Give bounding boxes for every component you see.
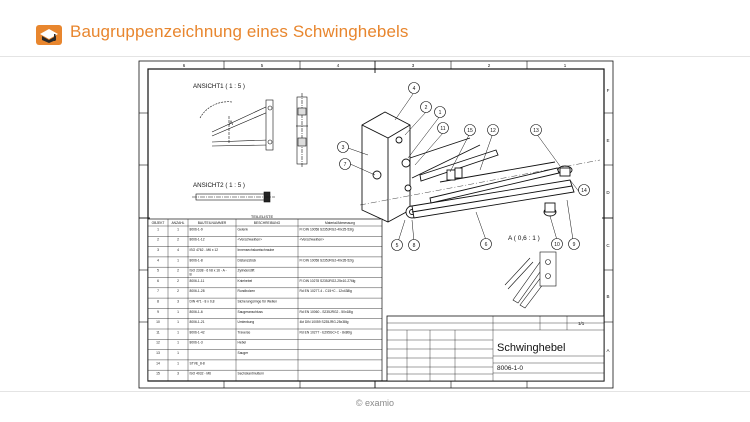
side-view (296, 93, 308, 168)
view1-label: ANSICHT1 ( 1 : 5 ) (193, 83, 245, 90)
parts-list-header: Material/Abmessung (324, 221, 356, 225)
parts-list-cell: Traverse (237, 330, 251, 335)
parts-list-cell: 15 (156, 371, 160, 376)
balloon-label: 13 (533, 128, 539, 134)
balloon-label: 15 (467, 128, 473, 134)
parts-list-cell: FI DIN 10278 S235JRG2-25x10-276lg (299, 278, 356, 283)
balloon-label: 3 (341, 145, 345, 151)
parts-list-cell: Hebel (237, 340, 247, 345)
sheet-number: 1/1 (578, 321, 585, 326)
parts-list-cell: 1 (177, 227, 179, 232)
detail-marker: A (229, 121, 234, 127)
part-name: Schwinghebel (497, 342, 566, 354)
parts-list-cell: 1 (177, 361, 179, 366)
parts-list-cell: 4 (177, 248, 179, 252)
parts-list-cell: 2 (177, 268, 179, 273)
border-number: 3 (411, 63, 415, 68)
parts-list-cell: 8006-1-6 (189, 309, 203, 314)
parts-list-cell: FI DIN 10058 S235JRG2-40x35-52lg (299, 258, 354, 263)
balloon-label: 4 (412, 86, 416, 92)
parts-list-cell: 9 (157, 309, 159, 314)
parts-list-cell: 3 (177, 371, 179, 376)
parts-list-cell: 7 (157, 289, 159, 294)
border-letter: D (606, 190, 610, 195)
border-letter: F (606, 88, 610, 93)
parts-list-cell: Sicherungsringe für Wellen (237, 299, 278, 304)
parts-list-cell: ISO 4762 - M6 x 12 (189, 248, 219, 252)
parts-list-header: OBJEKT (151, 221, 165, 225)
balloon-label: 7 (343, 162, 347, 168)
balloon-label: 8 (412, 243, 416, 249)
parts-list-cell: Distanzstück (237, 258, 257, 263)
parts-list-cell: Rundbolzen (237, 289, 256, 294)
parts-list-cell: Innensechskantschraube (237, 248, 275, 252)
parts-list-cell: 2 (177, 289, 179, 294)
parts-list-cell: 3 (177, 299, 179, 304)
parts-list-cell: STVE_8-8 (189, 361, 205, 366)
parts-list-cell: 13 (156, 351, 160, 355)
border-letter: C (606, 243, 610, 248)
parts-list-cell: 8 (157, 299, 159, 304)
balloon-label: 6 (484, 242, 488, 248)
parts-list-cell: 6 (157, 278, 159, 283)
border-number: 2 (487, 63, 491, 68)
border-number: 5 (260, 63, 264, 68)
copyright: © examio (355, 398, 395, 408)
footer-divider (0, 391, 750, 392)
border-number: 4 (336, 63, 340, 68)
parts-list-cell: ISO 4032 - M6 (189, 371, 211, 376)
border-letter: B (606, 294, 610, 299)
parts-list-cell: Kniehebel (237, 278, 253, 283)
balloon-label: 5 (395, 243, 399, 249)
parts-list-cell: 1 (177, 320, 179, 325)
balloon-label: 14 (581, 188, 587, 194)
header-divider (0, 56, 750, 57)
parts-list-cell: 1 (177, 340, 179, 345)
page-header (0, 0, 750, 56)
parts-list-cell: 8006-1-42 (189, 330, 205, 335)
balloon-label: 1 (438, 110, 442, 116)
parts-list-cell: 8006-1-11 (189, 278, 205, 283)
parts-list-cell: 8006-1-28 (189, 289, 205, 294)
parts-list-cell: 11 (156, 330, 160, 335)
parts-list-cell: 2 (177, 278, 179, 283)
parts-list-cell: 4 (157, 258, 159, 263)
parts-list-caption: TEILELISTE (250, 214, 274, 219)
parts-list-cell: Gelenk (237, 227, 248, 232)
parts-list-cell: Saugeranschluss (237, 309, 263, 314)
parts-list-cell: Rd EN 10277-4 - C15+C - 12x438lg (299, 289, 352, 294)
book-stack-icon (35, 22, 63, 46)
parts-list-table (148, 214, 382, 381)
border-letter: A (606, 348, 610, 353)
parts-list-header: BESCHREIBUNG (253, 221, 281, 225)
parts-list-cell: Rd EN 10277 - E295GC+C - 8x80lg (299, 330, 352, 335)
parts-list-cell: <Verschweißen> (237, 237, 263, 242)
border-number: 6 (182, 63, 186, 68)
parts-list-cell: 1 (157, 227, 159, 232)
parts-list-cell: Rd EN 10060 - S235JRG2 - 50x18lg (299, 309, 353, 314)
parts-list-cell: 8006-1-12 (189, 237, 205, 242)
parts-list-cell: 5 (157, 268, 159, 273)
parts-list-header: BAUTEILNUMMER (197, 221, 227, 225)
border-letter: E (606, 138, 610, 143)
parts-list-cell: 1 (177, 258, 179, 263)
parts-list-cell: ISO 2338 - 6 h8 x 16 - A -B (189, 268, 227, 277)
parts-list-cell: Sauger (237, 351, 249, 355)
page-title: Baugruppenzeichnung eines Schwinghebels (70, 22, 409, 41)
drawing-number: 8006-1-0 (497, 365, 524, 372)
parts-list-header: ANZAHL (171, 221, 185, 225)
balloon-label: 12 (490, 128, 496, 134)
parts-list-cell: DIN 471 - 8 x 0,8 (189, 299, 215, 304)
parts-list-cell: <Verschweißen> (299, 237, 325, 242)
balloon-label: 10 (554, 242, 560, 248)
parts-list-cell: Zylinderstift (237, 268, 255, 273)
view2-label: ANSICHT2 ( 1 : 5 ) (193, 182, 245, 189)
parts-list-cell: 10 (156, 320, 160, 325)
parts-list-cell: 3 (157, 248, 159, 252)
parts-list-cell: 4kt DIN 10059 S235JRG-25x38lg (299, 320, 349, 325)
detail-view-label: A ( 0,6 : 1 ) (508, 235, 540, 242)
parts-list-cell: 2 (157, 237, 159, 242)
parts-list-cell: 8006-1-8 (189, 258, 203, 263)
title-block (387, 316, 604, 381)
parts-list-cell: 8006-1-21 (189, 320, 205, 325)
balloon-label: 9 (572, 242, 576, 248)
parts-list-cell: Umlenkung (237, 320, 255, 325)
parts-list-cell: FI DIN 10058 S235JRG2-40x25-53lg (299, 227, 354, 232)
balloon-label: 2 (424, 105, 428, 111)
parts-list-cell: 1 (177, 330, 179, 335)
parts-list-cell: 8006-1-3 (189, 340, 203, 345)
parts-list-cell: 8006-1-9 (189, 227, 203, 232)
parts-list-cell: 12 (156, 340, 160, 345)
parts-list-cell: 1 (177, 351, 179, 355)
parts-list-cell: Sechskantmuttern (237, 371, 265, 376)
parts-list-cell: 1 (177, 309, 179, 314)
balloon-label: 11 (440, 126, 446, 132)
parts-list-cell: 2 (177, 237, 179, 242)
border-number: 1 (563, 63, 567, 68)
parts-list-cell: 14 (156, 361, 160, 366)
